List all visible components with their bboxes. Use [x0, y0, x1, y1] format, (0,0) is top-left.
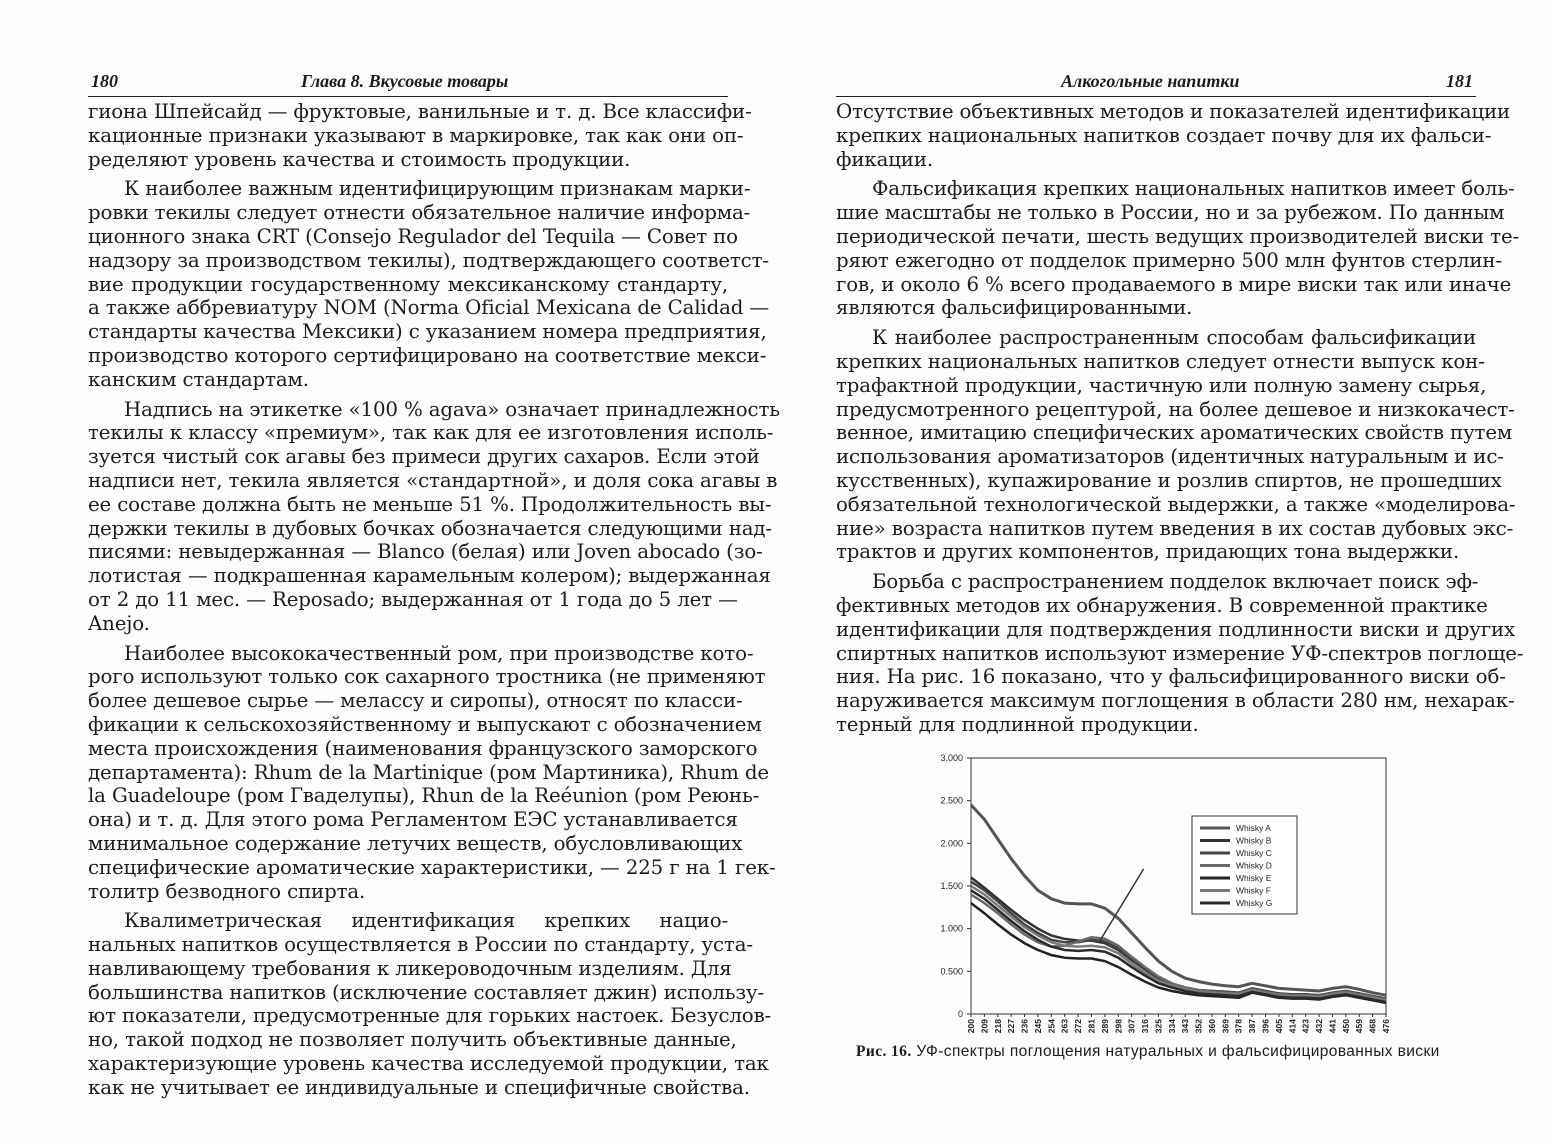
- text-line: являются фальсифицированными.: [836, 296, 1193, 320]
- text-line: как не учитывает ее индивидуальные и специфичные свойства.: [88, 1075, 750, 1099]
- x-tick-label: 378: [1233, 1019, 1244, 1034]
- text-line: терный для подлинной продукции.: [836, 712, 1199, 736]
- page-number-right: 181: [1446, 71, 1473, 91]
- x-tick-label: 414: [1287, 1019, 1298, 1034]
- x-tick-label: 459: [1354, 1019, 1365, 1034]
- x-tick-label: 236: [1019, 1019, 1030, 1034]
- x-tick-label: 227: [1006, 1019, 1017, 1034]
- legend-label: Whisky C: [1236, 848, 1272, 858]
- text-line: крепких национальных напитков создает почву для их фальси-: [836, 123, 1492, 147]
- text-line: ровки текилы следует отнести обязательное наличие информа-: [88, 201, 751, 225]
- x-tick-label: 298: [1113, 1019, 1124, 1034]
- x-tick-label: 405: [1273, 1019, 1284, 1034]
- text-line: крепких национальных напитков следует отнести выпуск кон-: [836, 349, 1485, 373]
- y-tick-label: 1.500: [940, 881, 963, 891]
- x-tick-label: 307: [1126, 1019, 1137, 1034]
- text-line: обязательной технологической выдержки, а также «моделирова-: [836, 492, 1516, 516]
- text-line: она) и т. д. Для этого рома Регламентом ЕЭС устанавливается: [88, 808, 738, 832]
- x-tick-label: 432: [1314, 1019, 1325, 1034]
- y-tick-label: 3.000: [940, 753, 963, 763]
- x-tick-label: 245: [1032, 1019, 1043, 1034]
- text-line: К наиболее распространенным способам фальсификации: [872, 326, 1476, 350]
- x-tick-label: 396: [1260, 1019, 1271, 1034]
- text-line: идентификации для подтверждения подлинности виски и других: [836, 617, 1516, 641]
- text-line: большинства напитков (исключение составляет джин) использу-: [88, 980, 765, 1004]
- legend-label: Whisky D: [1236, 860, 1272, 871]
- text-line: держки текилы в дубовых бочках обозначается следующими над-: [88, 516, 772, 540]
- x-tick-label: 387: [1247, 1019, 1258, 1034]
- uv-spectra-chart: [926, 748, 1406, 1038]
- text-line: специфические ароматические характеристики, — 225 г на 1 гек-: [88, 855, 776, 879]
- text-line: ционного знака CRT (Consejo Regulador del Tequila — Совет по: [88, 224, 738, 248]
- figure-caption-text: УФ-спектры поглощения натуральных и фальсифицированных виски: [911, 1043, 1440, 1060]
- text-line: Борьба с распространением подделок включает поиск эф-: [872, 570, 1479, 594]
- x-tick-label: 263: [1059, 1019, 1070, 1034]
- series-line-whisky-a: [971, 805, 1386, 995]
- x-tick-label: 254: [1046, 1019, 1057, 1034]
- text-line: места происхождения (наименования французского заморского: [88, 736, 758, 760]
- y-tick-label: 2.500: [940, 795, 963, 806]
- x-tick-label: 200: [966, 1019, 976, 1034]
- legend-label: Whisky F: [1236, 885, 1271, 896]
- text-line: К наиболее важным идентифицирующим признакам марки-: [124, 177, 751, 201]
- x-tick-label: 209: [979, 1019, 990, 1034]
- legend-label: Whisky G: [1236, 898, 1273, 908]
- x-tick-label: 369: [1220, 1019, 1231, 1034]
- y-tick-label: 2.000: [940, 838, 963, 849]
- text-line: периодической печати, шесть ведущих производителей виски те-: [836, 224, 1520, 248]
- text-line: надзору за производством текилы), подтверждающего соответст-: [88, 248, 769, 272]
- text-line: канским стандартам.: [88, 367, 309, 391]
- text-line: характеризующие уровень качества исследуемой продукции, так: [88, 1052, 769, 1076]
- right-page-body: [836, 100, 1524, 737]
- x-tick-label: 289: [1099, 1019, 1110, 1034]
- series-line-whisky-f: [971, 886, 1386, 1000]
- text-line: текилы к классу «премиум», так как для ее изготовления исполь-: [88, 421, 774, 445]
- running-header-right: [836, 66, 1476, 97]
- text-line: использования ароматизаторов (идентичных натуральным и ис-: [836, 445, 1504, 469]
- text-line: ределяют уровень качества и стоимость продукции.: [88, 147, 631, 171]
- text-line: более дешевое сырье — мелассу и сиропы), относят по класси-: [88, 689, 743, 713]
- running-header-left: [88, 66, 728, 97]
- text-line: кусственных), купажирование и розлив спиртов, не прошедших: [836, 468, 1502, 492]
- text-line: трактов и других компонентов, придающих тона выдержки.: [836, 540, 1460, 564]
- text-line: от 2 до 11 мес. — Reposado; выдержанная от 1 года до 5 лет —: [88, 587, 738, 611]
- text-line: стандарты качества Мексики) с указанием номера предприятия,: [88, 320, 767, 344]
- text-line: ния. На рис. 16 показано, что у фальсифицированного виски об-: [836, 665, 1506, 689]
- text-line: рого используют только сок сахарного тростника (не применяют: [88, 665, 766, 689]
- figure-16: [836, 748, 1476, 1060]
- legend-label: Whisky B: [1236, 835, 1272, 846]
- text-line: производство которого сертифицировано на соответствие мекси-: [88, 343, 767, 367]
- text-line: шие масштабы не только в России, но и за рубежом. По данным: [836, 201, 1505, 225]
- text-line: ют показатели, предусмотренные для горьких настоек. Безуслов-: [88, 1004, 772, 1028]
- left-page: [88, 66, 780, 1100]
- text-line: Отсутствие объективных методов и показателей идентификации: [836, 100, 1511, 123]
- right-page: [836, 66, 1524, 1060]
- legend-label: Whisky A: [1236, 823, 1271, 833]
- x-tick-label: 343: [1180, 1019, 1191, 1034]
- x-tick-label: 334: [1166, 1019, 1177, 1034]
- text-line: гиона Шпейсайд — фруктовые, ванильные и т. д. Все классифи-: [88, 100, 752, 123]
- text-line: ние» возраста напитков путем введения в их состав дубовых экс-: [836, 516, 1514, 540]
- x-tick-label: 281: [1086, 1019, 1097, 1034]
- text-line: фикации.: [836, 147, 934, 171]
- left-page-body: [88, 100, 780, 1100]
- chapter-title: Глава 8. Вкусовые товары: [301, 71, 509, 91]
- y-tick-label: 0.500: [940, 966, 963, 977]
- x-tick-label: 316: [1140, 1019, 1151, 1034]
- text-line: гов, и около 6 % всего продаваемого в мире виски так или иначе: [836, 272, 1512, 296]
- x-tick-label: 450: [1340, 1019, 1351, 1034]
- figure-caption-label: Рис. 16.: [856, 1043, 912, 1060]
- text-line: трафактной продукции, частичную или полную замену сырья,: [836, 373, 1487, 397]
- text-line: венное, имитацию специфических ароматических свойств путем: [836, 421, 1513, 445]
- y-tick-label: 1.000: [940, 923, 963, 934]
- legend-label: Whisky E: [1236, 873, 1272, 883]
- text-line: Надпись на этикетке «100 % agava» означает принадлежность: [124, 397, 780, 421]
- text-line: департамента): Rhum de la Martinique (ром Мартиника), Rhum de: [88, 760, 769, 784]
- section-title: Алкогольные напитки: [1061, 71, 1240, 91]
- text-line: нальных напитков осуществляется в России по стандарту, уста-: [88, 933, 753, 957]
- text-line: а также аббревиатуру NOM (Norma Oficial Mexicana de Calidad —: [88, 296, 770, 320]
- text-line: наруживается максимум поглощения в области 280 нм, нехарак-: [836, 689, 1515, 713]
- text-line: спиртных напитков используют измерение УФ-спектров поглоще-: [836, 641, 1524, 665]
- text-line: ее составе должна быть не меньше 51 %. Продолжительность вы-: [88, 492, 772, 516]
- figure-caption: [856, 1043, 1476, 1061]
- text-line: зуется чистый сок агавы без примеси других сахаров. Если этой: [88, 445, 760, 469]
- text-line: предусмотренного рецептурой, на более дешевое и низкокачест-: [836, 397, 1515, 421]
- text-line: Фальсификация крепких национальных напитков имеет боль-: [872, 177, 1515, 201]
- text-line: Квалиметрическая идентификация крепких нацио-: [124, 909, 728, 933]
- text-line: ряют ежегодно от подделок примерно 500 млн фунтов стерлин-: [836, 248, 1502, 272]
- text-line: фективных методов их обнаружения. В современной практике: [836, 593, 1488, 617]
- x-tick-label: 441: [1327, 1019, 1338, 1034]
- text-line: la Guadeloupe (ром Гваделупы), Rhun de la Reéunion (ром Реюнь-: [88, 784, 760, 808]
- x-tick-label: 423: [1300, 1019, 1311, 1034]
- x-tick-label: 325: [1153, 1019, 1164, 1034]
- text-line: надписи нет, текила является «стандартной», и доля сока агавы в: [88, 468, 778, 492]
- text-line: кационные признаки указывают в маркировке, так как они оп-: [88, 123, 744, 147]
- x-tick-label: 360: [1206, 1019, 1217, 1034]
- text-line: минимальное содержание летучих веществ, обусловливающих: [88, 831, 743, 855]
- x-tick-label: 352: [1193, 1019, 1204, 1034]
- y-tick-label: 0: [957, 1009, 963, 1019]
- text-line: фикации к сельскохозяйственному и выпускают с обозначением: [88, 712, 762, 736]
- text-line: Наиболее высококачественный ром, при производстве кото-: [124, 641, 754, 665]
- text-line: писями: невыдержанная — Blanco (белая) или Joven abocado (зо-: [88, 540, 763, 564]
- text-line: но, такой подход не позволяет получить объективные данные,: [88, 1028, 737, 1052]
- text-line: навливающему требования к ликероводочным изделиям. Для: [88, 956, 732, 980]
- page-number-left: 180: [91, 71, 118, 91]
- peak-annotation-arrow: [1099, 869, 1143, 942]
- x-tick-label: 272: [1073, 1019, 1084, 1034]
- x-tick-label: 476: [1381, 1019, 1391, 1034]
- x-tick-label: 468: [1367, 1019, 1378, 1034]
- x-tick-label: 218: [992, 1019, 1003, 1034]
- text-line: Anejo.: [88, 611, 150, 635]
- text-line: толитр безводного спирта.: [88, 879, 366, 903]
- text-line: вие продукции государственному мексиканскому стандарту,: [88, 272, 728, 296]
- text-line: лотистая — подкрашенная карамельным колером); выдержанная: [88, 564, 771, 588]
